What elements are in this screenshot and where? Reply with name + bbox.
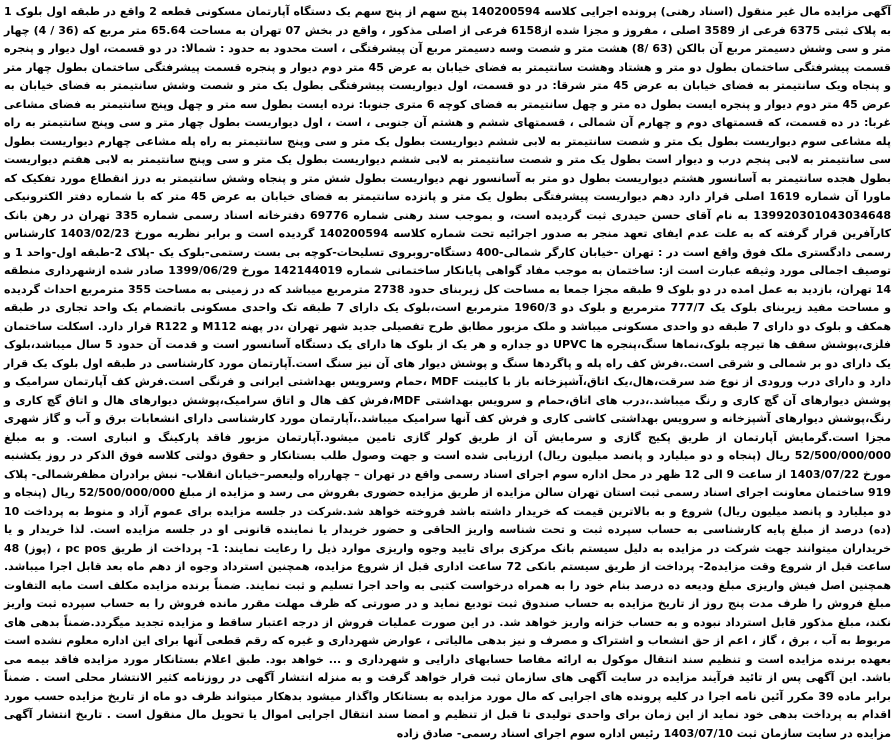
auction-notice-text: آگهی مزایده مال غیر منقول (اسناد رهنی) پرونده اجرایی کلاسه 140200594 پنج سهم از پنج سهم یک دستگاه آپارتمان مسکونی قطعه 2 واقع در طبقه اول بلوک 1 به پلاک ثبتی 6375 فرعی از 3589 اصلی ، مفروز و مجزا شده از6158 فرعی از اصلی مذکور ، واقع در بخش 07 تهران به مساحت 65.64 متر مربع که (36 / 4) چهار متر و سی وشش دسیمتر مربع آن بالکن (63 /8) هشت متر و شصت وسه دسیمتر مربع آن پیشرفتگی ، است محدود به حدود : شمالا: در دو قسمت، اول دیوار و پنجره قسمت پیشرفتگی ساختمان بطول دو متر و هشتاد وهشت سانتیمتر به فضای خیابان به عرض 45 متر دوم دیوار و پنجره قسمت پیشرفتگی ساختمان بطول چهار متر و پنجاه ویک سانتیمتر به فضای خیابان به عرض 45 متر شرقا: در دو قسمت، اول دیواریست پیشرفتگی بطول یک متر و شصت وشش سانتیمتر به فضای خیابان به عرض 45 متر دوم دیوار و پنجره ایست بطول ده متر و چهل سانتیمتر به فضای کوچه 6 متری جنوبا: نرده ایست بطول سه متر و چهل وپنج سانتیمتر به فضای مشاعی غربا: در ده قسمت، که قسمتهای دوم و چهارم آن شمالی ، قسمتهای ششم و هشتم آن جنوبی ، است ، اول دیواریست بطول چهار متر و سی وپنج سانتیمتر به راه پله مشاعی سوم دیواریست بطول یک متر و شصت سانتیمتر به لابی ششم دیواریست بطول یک متر و سی وپنج سانتیمتر به راه پله مشاعی چهارم دیواریست بطول سی سانتیمتر به لابی پنجم درب و دیوار است بطول یک متر و شصت سانتیمتر به لابی ششم دیواریست بطول یک متر و سی وپنج سانتیمتر به لابی هفتم دیواریست بطول هجده سانتیمتر به آسانسور هشتم دیواریست بطول دو متر به آسانسور نهم دیواریست بطول شش متر و پنجاه وشش سانتیمتر به درز انقطاع مورد تفکیک که ماورا آن شماره 1619 اصلی قرار دارد دهم دیواریست پیشرفتگی بطول یک متر و پانزده سانتیمتر به فضای خیابان به عرض 45 متر که با شماره دفتر الکترونیکی 139920301043034648 به نام آقای حسن حیدری ثبت گردیده است، و بموجب سند رهنی شماره 69776 دفترخانه اسناد رسمی شماره 335 تهران در رهن بانک کارآفرین قرار گرفته که به علت عدم ایفای تعهد منجر به صدور اجرائیه تحت شماره کلاسه 140200594 گردیده است و برابر نظریه مورخ 1403/02/23 کارشناس رسمی دادگستری ملک فوق واقع است در : تهران -خیابان کارگر شمالی-400 دستگاه-روبروی تسلیحات-کوچه بی بست رستمی-بلوک یک -پلاک 2-طبقه اول-واحد 1 و توصیف اجمالی مورد وثیقه عبارت است از: ساختمان به موجب مفاد گواهی پایانکار ساختمانی شماره 142144019 مورخ 1399/06/29 صادر شده ازشهرداری منطقه 14 تهران، بازدید به عمل امده در دو بلوک 9 طبقه مجزا جمعا به مساحت کل زیربنای حدود 2738 مترمربع میباشد که در زمینی به مساحت 355 مترمربع احداث گردیده و مساحت مفید زیربنای بلوک یک 777/7 مترمربع و بلوک دو 1960/3 مترمربع است،بلوک یک دارای 7 طبقه تک واحدی مسکونی باتضمام یک واحد تجاری در طبقه همکف و بلوک دو دارای 7 طبقه دو واحدی مسکونی میباشد و ملک مزبور مطابق طرح تفصیلی جدید شهر تهران ،در پهنه M112 و R122 قرار دارد. اسکلت ساختمان فلزی،پوشش سقف ها تیرچه بلوک،نماها سنگ،پنجره ها UPVC دو جداره و هر یک از بلوک ها دارای یک دستگاه آسانسور است و قدمت آن حدود 5 سال میباشد،بلوک یک دارای دو بر شمالی و شرقی است.،فرش کف راه پله و پاگردها سنگ و پوشش دیوار های آن نیز سنگ است.آپارتمان مورد کارشناسی در طبقه اول بلوک یک قرار دارد و دارای درب ورودی از نوع ضد سرقت،هال،یک اتاق،آشپزخانه باز با کابینت MDF ،حمام وسرویس بهداشتی ایرانی و فرنگی است.فرش کف آپارتمان سرامیک و پوشش دیوارهای آن گچ کاری و رنگ میباشد.،درب های اتاق،حمام و سرویس بهداشتی MDF،فرش کف هال و اتاق سرامیک،پوشش دیوارهای هال و اتاق گچ کاری و رنگ،پوشش دیوارهای آشپزخانه و سرویس بهداشتی کاشی کاری و فرش کف آنها سرامیک میباشد.،آپارتمان مورد کارشناسی دارای انشعابات برق و آب و گاز شهری مجزا است.گرمایش آپارتمان از طریق پکیج گازی و سرمایش آن از طریق کولر گازی تامین میشود.آپارتمان مزبور فاقد پارکینگ و انباری است. و به مبلغ 52/500/000/000 ریال (پنجاه و دو میلیارد و پانصد میلیون ریال) ارزیابی شده است و جهت وصول طلب بستانکار و حقوق دولتی کلاسه فوق الذکر در روز یکشنبه مورخ 1403/07/22 از ساعت 9 الی 12 ظهر در محل اداره سوم اجرای اسناد رسمی واقع در تهران – چهارراه ولیعصر–خیابان انقلاب- نبش برادران مظفرشمالی- پلاک 919 ساختمان معاونت اجرای اسناد رسمی ثبت استان تهران سالن مزایده از طریق مزایده حضوری بفروش می رسد و مزایده از مبلغ 52/500/000/000 ریال (پنجاه و دو میلیارد و پانصد میلیون ریال) شروع و به بالاترین قیمت که خریدار داشته باشد فروخته خواهد شد.شرکت در جلسه مزایده برای عموم آزاد و منوط به پرداخت 10 (ده) درصد از مبلغ پایه کارشناسی به حساب سپرده ثبت و تحت شناسه واریز الحاقی و حضور خریدار یا نماینده قانونی او در جلسه مزایده است. لذا خریدار و یا خریداران میتوانند جهت شرکت در مزایده به دلیل سیستم بانک مرکزی برای تایید وجوه واریزی موارد ذیل را رعایت نمایند: 1- پرداخت از طریق pc pos ، (پوز) 48 ساعت قبل از شروع وقت مزایده2- پرداخت از طریق سیستم بانکی 72 ساعت اداری قبل از شروع مزایده، همچنین استرداد وجوه از دهم ماه بعد قابل اجرا میباشد. همچنین اصل فیش واریزی مبلغ ودیعه ده درصد بنام خود را به همراه درخواست کتبی به واحد اجرا تسلیم و ثبت نمایند. ضمناً برنده مزایده مکلف است مابه التفاوت مبلغ فروش را ظرف مدت پنج روز از تاریخ مزایده به حساب صندوق ثبت تودیع نماید و در صورتی که ظرف مهلت مقرر مانده فروش را به حساب سپرده ثبت واریز نکند، مبلغ مذکور قابل استرداد نبوده و به حساب خزانه واریز خواهد شد. در این صورت عملیات فروش از درجه اعتبار ساقط و مزایده تجدید میگردد.ضمناً بدهی های مربوط به آب ، برق ، گاز ، اعم از حق انشعاب و اشتراک و مصرف و نیز بدهی مالیاتی ، عوارض شهرداری و غیره که رقم قطعی آنها برای این اداره معلوم نشده است بعهده برنده مزایده است و تنظیم سند انتقال موکول به ارائه مفاصا حسابهای دارایی و شهرداری و ... خواهد بود. طبق اعلام بستانکار مورد مزایده فاقد بیمه می باشد. این آگهی پس از تائید فرآیند مزایده در سایت آگهی های سازمان ثبت قرار خواهد گرفت و به منزله انتشار آگهی در روزنامه کثیر الانتشار محلی است . ضمناً برابر ماده 39 مکرر آئین نامه اجرا در کلیه پرونده های اجرایی که مال مورد مزایده به بستانکار واگذار میشود بدهکار میتواند ظرف دو ماه از تاریخ مزایده حسب مورد اقدام به پرداخت بدهی خود نماید از این زمان برای واحدی تولیدی تا قبل از تنظیم و امضا سند انتقال اجرایی اموال یا تحویل مال منقول است . تاریخ انتشار آگهی مزایده در سایت سازمان ثبت 1403/07/10 رئیس اداره سوم اجرای اسناد رسمی- صادق زاده: [4, 5, 892, 740]
